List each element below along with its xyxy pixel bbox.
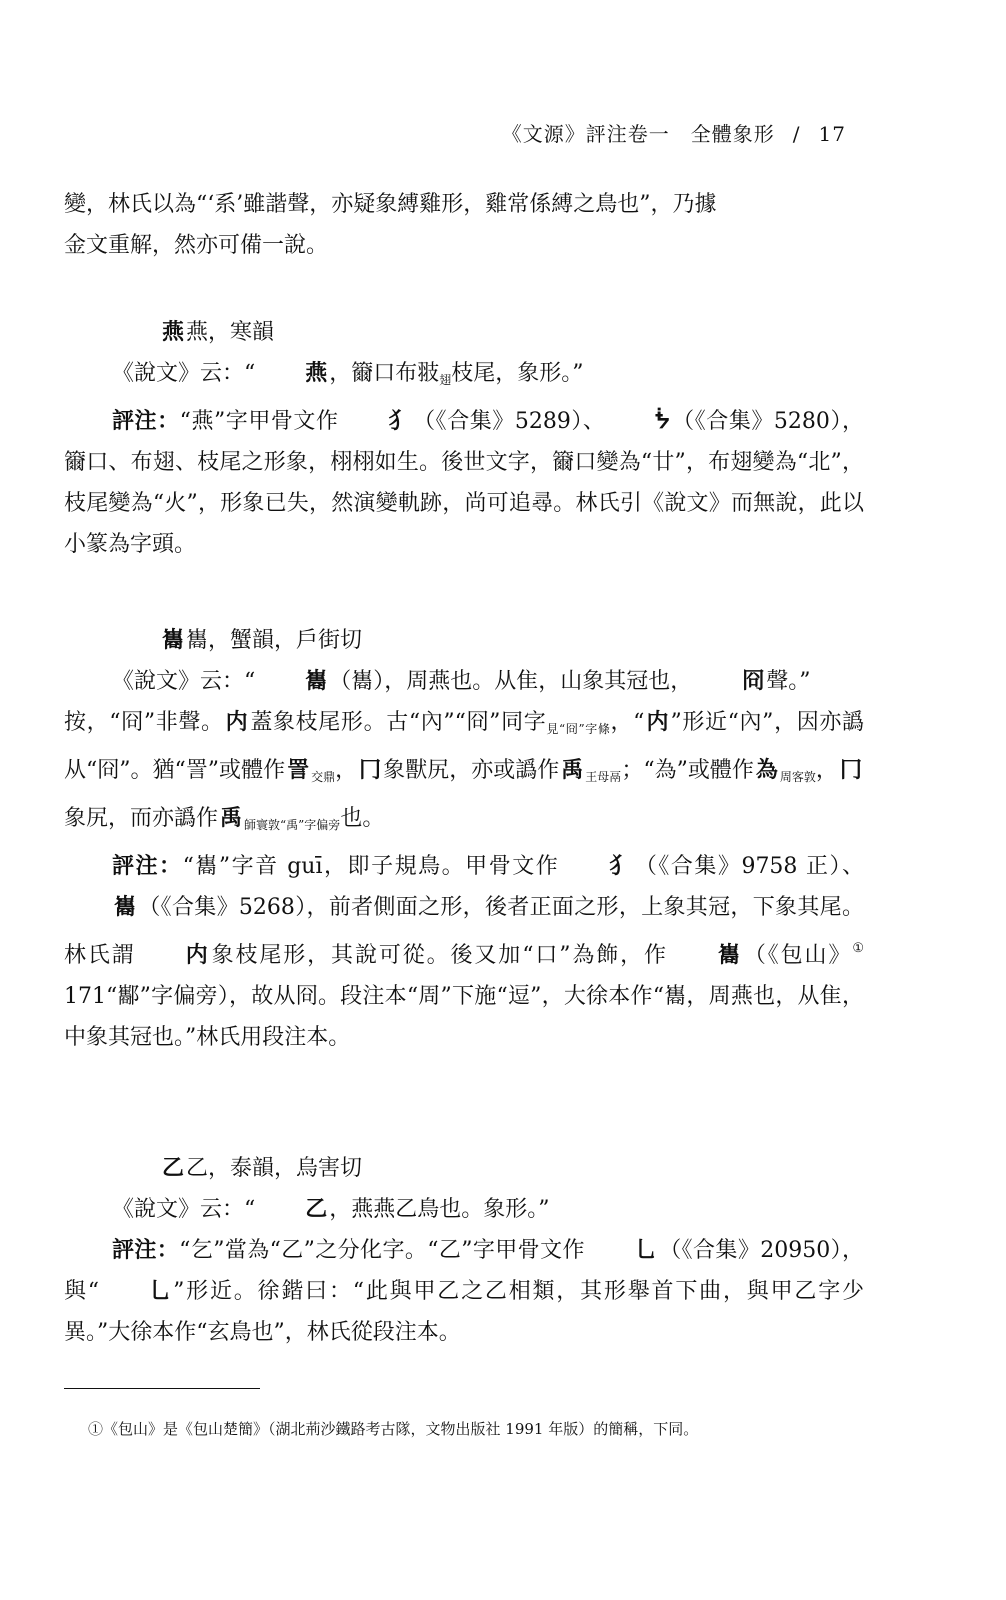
quote-text: 枝尾，象形。”: [451, 361, 584, 386]
running-head-title: 《文源》評注卷一 全體象形: [501, 122, 775, 146]
oracle-bone-glyph: ⺨: [609, 853, 632, 879]
commentary-text: （《合集》5268），前者側面之形，後者正面之形，上象其冠，下象其尾。林氏謂: [64, 895, 864, 968]
commentary-text: （《合集》9758 正）、: [633, 854, 864, 879]
commentary-text: “燕”字甲骨文作: [179, 409, 339, 434]
seal-script-glyph: 乙: [305, 1196, 328, 1222]
bronze-glyph: 禹: [561, 757, 584, 783]
oracle-bone-glyph: ⺨: [388, 408, 411, 434]
footnote-text: ①《包山》是《包山楚簡》（湖北荊沙鐵路考古隊，文物出版社 1991 年版）的簡稱，下同。: [88, 1420, 699, 1438]
entry-head-text: 乙，泰韻，烏害切: [186, 1156, 363, 1181]
quote-text: （巂），周燕也。从隹，山象其冠也，: [329, 669, 693, 694]
small-note: 周客敦: [779, 770, 816, 784]
seal-script-glyph: 冏: [742, 668, 765, 694]
intro-line-2: 金文重解，然亦可備一說。: [64, 233, 329, 258]
small-note: 翅: [439, 373, 452, 387]
lin-explanation: [64, 702, 864, 846]
bronze-glyph: 内: [185, 942, 208, 968]
body-text: 也。: [340, 806, 385, 831]
footnote-marker[interactable]: ①: [852, 941, 864, 956]
footnote-rule: [64, 1388, 260, 1389]
entry-head: [64, 1148, 864, 1189]
shuowen-quote: [64, 1189, 864, 1230]
commentary-text: （《合集》5289）、: [412, 409, 606, 434]
small-note: 師寰敦“禹”字偏旁: [244, 818, 341, 832]
body-text: ，: [335, 758, 358, 783]
body-text: ；“為”或體作: [621, 758, 754, 783]
oracle-bone-glyph: 乚: [634, 1237, 657, 1263]
seal-script-glyph: 巂: [162, 627, 185, 653]
body-text: ”形近“內”，因亦譌从“冏”。猶“詈”或體作: [64, 710, 865, 783]
body-text: 象尻，而亦譌作: [64, 806, 219, 831]
commentary-label: 評注：: [112, 408, 180, 434]
shuowen-quote: [64, 353, 864, 401]
commentary-label: 評注：: [112, 853, 183, 879]
commentary-text: （《合集》5280），籋口、布翅、枝尾之形象，栩栩如生。後世文字，籋口變為“廿”，布翅變為“北”，枝尾變為“火”，形象已失，然演變軌跡，尚可追尋。林氏引《說文》而無說，此以小篆為字頭。: [64, 409, 864, 557]
bronze-glyph: 内: [646, 709, 669, 735]
commentary-text: （《包山》: [741, 943, 853, 968]
quote-text: 《說文》云：“: [112, 1197, 256, 1222]
seal-script-glyph: 燕: [305, 360, 328, 386]
body-text: ，“: [610, 710, 645, 735]
quote-text: ，籋口布翄: [329, 361, 440, 386]
quote-text: 《說文》云：“: [112, 361, 256, 386]
small-note: 王母鬲: [585, 770, 622, 784]
seal-script-glyph: 燕: [162, 319, 185, 345]
bronze-glyph: 為: [755, 757, 778, 783]
seal-script-glyph: 乚: [149, 1278, 172, 1304]
seal-script-glyph: 巂: [305, 668, 328, 694]
entry-head-text: 巂，蟹韻，戶街切: [186, 628, 363, 653]
commentary-label: 評注：: [112, 1237, 180, 1263]
seal-script-glyph: 乙: [162, 1155, 185, 1181]
body-text: 象獸尻，亦或譌作: [383, 758, 560, 783]
commentary-text: 171“酅”字偏旁），故从冏。段注本“周”下施“逗”，大徐本作“巂，周燕也，从隹，中象其冠也。”林氏用段注本。: [64, 984, 864, 1050]
bronze-glyph: 冂: [839, 757, 862, 783]
commentary-text: 象枝尾形，其說可從。後又加“口”為飾，作: [209, 943, 668, 968]
bronze-glyph: 内: [225, 709, 248, 735]
commentary: [64, 1230, 864, 1353]
entry-head: [64, 620, 864, 661]
oracle-bone-glyph: 巂: [114, 894, 137, 920]
small-note: 交鼎: [311, 770, 336, 784]
running-head: [502, 118, 846, 147]
entry-yan: [64, 312, 864, 565]
bamboo-slip-glyph: 巂: [717, 942, 740, 968]
commentary-text: “乞”當為“乙”之分化字。“乙”字甲骨文作: [179, 1238, 585, 1263]
entry-head-text: 燕，寒韻: [186, 320, 275, 345]
footnote: [64, 1414, 864, 1444]
quote-text: 聲。”: [766, 669, 811, 694]
oracle-bone-glyph: ᖭ: [655, 408, 670, 434]
intro-paragraph: [64, 184, 864, 266]
bronze-glyph: 詈: [287, 757, 310, 783]
body-text: 蓋象枝尾形。古“內”“冏”同字: [249, 710, 547, 735]
commentary: [64, 401, 864, 565]
bronze-glyph: 冂: [359, 757, 382, 783]
commentary-text: （《合集》20950），與“: [64, 1238, 864, 1304]
entry-gui: [64, 620, 864, 1058]
shuowen-quote: [64, 661, 864, 702]
commentary: [64, 846, 864, 1058]
small-note: 見“冏”字條: [546, 722, 611, 736]
page-number: 17: [818, 122, 846, 146]
entry-yi: [64, 1148, 864, 1353]
body-text: ，: [815, 758, 838, 783]
quote-text: 《說文》云：“: [112, 669, 256, 694]
body-text: 按，“冏”非聲。: [64, 710, 224, 735]
commentary-text: “巂”字音 guī，即子規鳥。甲骨文作: [182, 854, 560, 879]
intro-line-1: 變，林氏以為“‘系’雖諧聲，亦疑象縛雞形，雞常係縛之鳥也”，乃據: [64, 192, 717, 217]
bronze-glyph: 禹: [220, 805, 243, 831]
running-head-separator: /: [792, 122, 801, 146]
entry-head: [64, 312, 864, 353]
quote-text: ，燕燕乙鳥也。象形。”: [329, 1197, 550, 1222]
commentary-text: ”形近。徐鍇曰：“此與甲乙之乙相類，其形舉首下曲，與甲乙字少異。”大徐本作“玄鳥也”，林氏從段注本。: [64, 1279, 865, 1345]
